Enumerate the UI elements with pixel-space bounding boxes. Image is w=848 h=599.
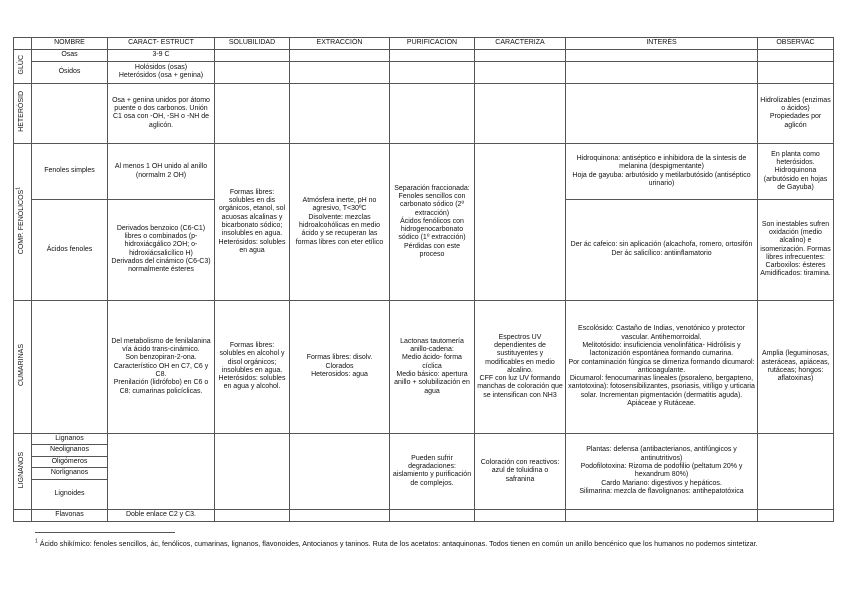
header-purificacion: PURIFICACIÓN	[390, 38, 475, 50]
group-cumarinas-label: CUMARINAS	[18, 344, 26, 387]
cell-empty	[390, 61, 475, 83]
cumarinas-interes: Escolósido: Castaño de Indias, venotónico y protector vascular. Antihemorroidal. Melitotósido: insuficiencia venolinfática- Hidrólisis y lactonización espontánea formando cumarina. Por contaminación fúngica se dimeriza formando dicumarol: anticoagulante. Dicumarol: fenocumarinas lineales (psoraleno, bergapteno, xantotoxina): fotosensibilizantes, psoriasis, vitíligo y urticaria solar. Incrementan pigmentación (dermatitis aguda). Apiáceae y Rutáceae.	[566, 300, 758, 433]
lignanos-nombre: Lignanos	[32, 433, 108, 444]
row-osidos	[14, 61, 834, 83]
fenoles-interes: Hidroquinona: antiséptico e inhibidora de la síntesis de melanina (despigmentante) Hoja de gayuba: arbutósido y metilarbutósido (antiséptico urinario)	[566, 144, 758, 200]
cell-empty	[14, 509, 32, 521]
norlignanos-nombre: Norlignanos	[32, 468, 108, 479]
footnote-marker: 1	[35, 538, 38, 545]
cell-empty	[758, 61, 834, 83]
cell-empty	[290, 433, 390, 509]
footnote	[35, 538, 825, 549]
heterosidos-caract: Osa + genina unidos por átomo puente o dos carbonos. Unión C1 osa con -OH, -SH o -NH de aglicón.	[108, 83, 215, 144]
cell-empty	[32, 83, 108, 144]
fenolicos-solub: Formas libres: solubles en dis orgánicos, etanol, sol acuosas alcalinas y bicarbonato sódico; insolubles en agua. Heterósidos: solubles en agua	[215, 144, 290, 300]
cumarinas-observ: Amplia (leguminosas, asteráceas, apiáceas, rutáceas; hongos: aflatoxinas)	[758, 300, 834, 433]
row-lignanos	[14, 433, 834, 444]
group-lignanos	[14, 433, 32, 509]
acidos-caract: Derivados benzoico (C6-C1) libres o combinados (p-hidroxiácgálico 2OH; o-hidroxiácsalicílico H) Derivados del cinámico (C6-C3) normalmente ésteres	[108, 199, 215, 300]
header-nombre: NOMBRE	[32, 38, 108, 50]
row-flavonas	[14, 509, 834, 521]
group-gluc-label: GLÚC	[18, 55, 26, 75]
cell-empty	[390, 83, 475, 144]
cell-empty	[566, 509, 758, 521]
lignoides-nombre: Lignoides	[32, 479, 108, 509]
cell-empty	[390, 509, 475, 521]
flavonas-caract: Doble enlace C2 y C3.	[108, 509, 215, 521]
cell-empty	[475, 83, 566, 144]
lignanos-purif: Pueden sufrir degradaciones: aislamiento y purificación de complejos.	[390, 433, 475, 509]
acidos-observ: Son inestables sufren oxidación (medio alcalino) e isomerización. Formas libres infrecuentes: Carboxilos: ésteres Amidificados: tiramina.	[758, 199, 834, 300]
header-observac: OBSERVAC	[758, 38, 834, 50]
row-heterosidos	[14, 83, 834, 144]
lignanos-caracteriza: Coloración con reactivos: azul de toluidina o safranina	[475, 433, 566, 509]
header-interes: INTERÉS	[566, 38, 758, 50]
cell-empty	[758, 50, 834, 61]
group-gluc	[14, 50, 32, 84]
cell-empty	[215, 83, 290, 144]
cell-empty	[290, 509, 390, 521]
flavonas-nombre: Flavonas	[32, 509, 108, 521]
cell-empty	[215, 61, 290, 83]
cell-empty	[758, 509, 834, 521]
cell-empty	[475, 144, 566, 300]
cell-empty	[108, 433, 215, 509]
cell-empty	[215, 509, 290, 521]
header-row	[14, 38, 834, 50]
heterosidos-observ: Hidrolizables (enzimas o ácidos) Propiedades por aglicón	[758, 83, 834, 144]
group-lignanos-label: LIGNANOS	[18, 451, 26, 488]
cumarinas-caracteriza: Espectros UV dependientes de sustituyentes y modificables en medio alcalino. CFF con luz UV formando manchas de coloración que se intensifican con NH3	[475, 300, 566, 433]
fenoles-observ: En planta como heterósidos. Hidroquinona (arbutósido en hojas de Gayuba)	[758, 144, 834, 200]
header-caracteriza: CARACTERIZA	[475, 38, 566, 50]
cell-empty	[475, 61, 566, 83]
cumarinas-extrac: Formas libres: disolv. Clorados Heterosidos: agua	[290, 300, 390, 433]
footnote-text: Ácido shikímico: fenoles sencillos, ác, fenólicos, cumarinas, lignanos, flavonoides, Antocianos y taninos. Ruta de los acetatos: antaquinonas. Todos tienen en común un anillo bencénico que los humanos no podemos sintetizar.	[39, 539, 758, 548]
header-caract-estruct: CARACT- ESTRUCT	[108, 38, 215, 50]
group-fenolicos	[14, 144, 32, 300]
cell-empty	[215, 433, 290, 509]
cell-empty	[290, 61, 390, 83]
fenoles-nombre: Fenoles simples	[32, 144, 108, 200]
osidos-caract: Holósidos (osas) Heterósidos (osa + genina)	[108, 61, 215, 83]
phytochemistry-table	[13, 37, 834, 522]
osidos-nombre: Ósidos	[32, 61, 108, 83]
group-heterosid	[14, 83, 32, 144]
cumarinas-solub: Formas libres: solubles en alcohol y disol orgánicos; insolubles en agua. Heterósidos: solubles en agua y alcohol.	[215, 300, 290, 433]
footnote-separator	[35, 532, 175, 533]
header-solubilidad: SOLUBILIDAD	[215, 38, 290, 50]
cell-empty	[390, 50, 475, 61]
group-heterosid-label: HETERÓSID	[18, 91, 26, 133]
cell-empty	[475, 509, 566, 521]
cell-empty	[566, 50, 758, 61]
lignanos-interes: Plantas: defensa (antibacterianos, antifúngicos y antinutritivos) Podofilotoxina: Rizoma de podofilio (peltatum 20% y hexandrum 80%) Cardo Mariano: digestivos y hepáticos. Silimarina: mezcla de flavolignanos: antihepatotóxica	[566, 433, 758, 509]
fenoles-caract: Al menos 1 OH unido al anillo (normalm 2 OH)	[108, 144, 215, 200]
oligomeros-nombre: Oligómeros	[32, 456, 108, 467]
corner-cell	[14, 38, 32, 50]
neolignanos-nombre: Neolignanos	[32, 445, 108, 456]
acidos-nombre: Ácidos fenoles	[32, 199, 108, 300]
cumarinas-purif: Lactonas tautomería anillo-cadena: Medio ácido- forma cíclica Medio básico: apertura anillo + solubilización en agua	[390, 300, 475, 433]
header-extraccion: EXTRACCIÓN	[290, 38, 390, 50]
fenolicos-extrac: Atmósfera inerte, pH no agresivo, T<30ºC Disolvente: mezclas hidroalcohólicas en medio ácido y se recuperan las formas libres con eter etílico	[290, 144, 390, 300]
cumarinas-caract: Del metabolismo de fenilalanina vía ácido trans-cinámico. Son benzopiran-2-ona. Característico OH en C7, C6 y C8. Prenilación (lidrófobo) en C6 o C8: cumarinas policíclicas.	[108, 300, 215, 433]
acidos-interes: Der ác cafeico: sin aplicación (alcachofa, romero, ortosifón Der ác salicílico: antiinflamatorio	[566, 199, 758, 300]
fenolicos-purif: Separación fraccionada: Fenoles sencillos con carbonato sódico (2º extracción) Ácidos fenólicos con hidrogenocarbonato sódico (1º extracción) Pérdidas con este proceso	[390, 144, 475, 300]
group-cumarinas	[14, 300, 32, 433]
cell-empty	[215, 50, 290, 61]
footnote-ref: 1	[16, 186, 23, 190]
cell-empty	[475, 50, 566, 61]
row-fenoles-simples	[14, 144, 834, 200]
cell-empty	[566, 83, 758, 144]
group-fenolicos-text: COMP. FENÓLICOS	[18, 189, 26, 254]
group-fenolicos-label	[18, 187, 26, 254]
cell-empty	[566, 61, 758, 83]
osas-nombre: Osas	[32, 50, 108, 61]
row-osas	[14, 50, 834, 61]
row-cumarinas	[14, 300, 834, 433]
cell-empty	[290, 83, 390, 144]
cell-empty	[32, 300, 108, 433]
osas-caract: 3-9 C	[108, 50, 215, 61]
cell-empty	[758, 433, 834, 509]
cell-empty	[290, 50, 390, 61]
